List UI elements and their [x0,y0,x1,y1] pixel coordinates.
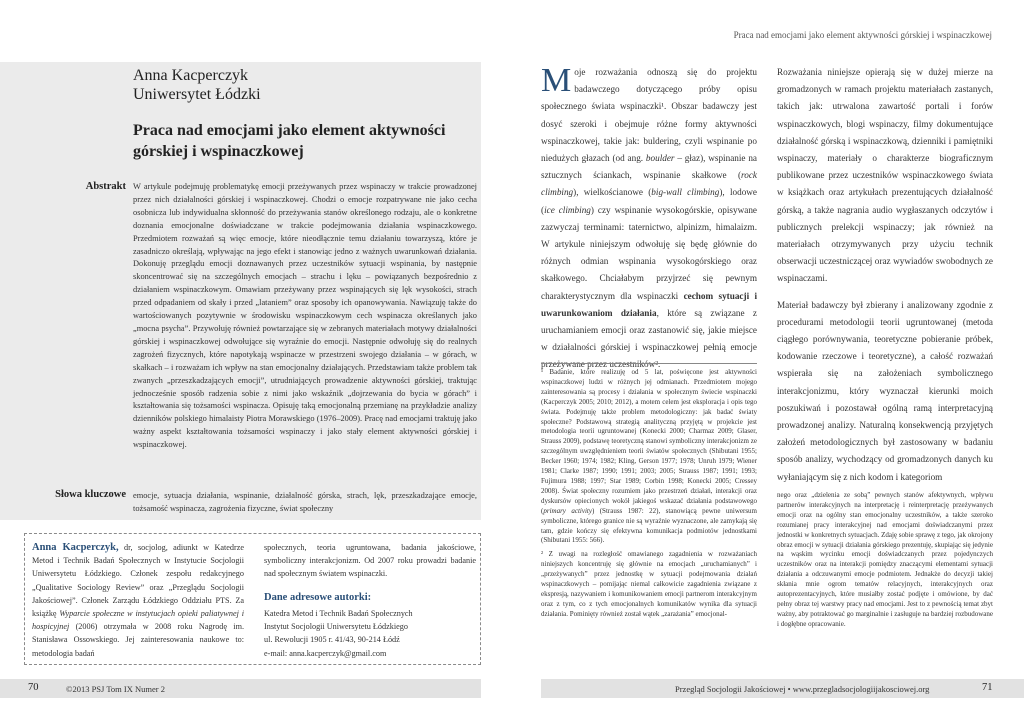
author-address [264,607,476,660]
address-line: Instytut Socjologii Uniwersytetu Łódzkiego [264,622,408,632]
body-italic: rock climbing [541,170,757,198]
footnote-2: ² Z uwagi na rozległość omawianego zagadnienia w rozważaniach niniejszych koncentruję się głównie na emocjach „uruchamianych” i „przeżywanych” przez jednostkę w sytuacji podejmowania działań wspinaczkowych – pomijając niemal całkowicie zagadnienia związane z ekspresją, nazywaniem i komunikowaniem emocji partnerom interakcyjnym oraz z tym, co z tych emocjonalnych komunikatów wynika dla sytuacji działania. Pominięty również został wątek „zarażania” emocjonal- [541,550,757,618]
address-email: e-mail: anna.kacperczyk@gmail.com [264,648,387,658]
address-line: Katedra Metod i Technik Badań Społecznych [264,609,413,618]
article-title: Praca nad emocjami jako element aktywności górskiej i wspinaczkowej [133,122,446,160]
footnotes [541,363,757,620]
body-text: ), lodowe ( [541,187,758,215]
bio-book-title: Wyparcie społeczne w instytucjach opieki paliatywnej i hospicyjnej [32,609,244,632]
abstract-text: W artykule podejmuję problematykę emocji przeżywanych przez wspinaczy w trakcie prowadzonej przez nich działalności górskiej i wspinaczkowej. Chodzi o emocje rozpatrywane nie jako cecha osobnicza lub indywidualna skłonność do przeżywania stanów określonego rodzaju, ale o konkretne doznania emocjonalne doświadczane w trakcie podejmowania działania wspinaczkowego. Przedmiotem rozważań są więc emocje, które nieodłącznie temu działaniu towarzyszą, które je zasadniczo określają, wpływając na jego efekt i stanowiąc jedno z ważnych uwarunkowań działania. Dokonuję przeglądu emocji doznawanych przez uczestników sytuacji wspinania, by następnie skoncentrować się na szczególnych emocjach – strachu i lęku – powiązanych bezpośrednio z działaniem wspinaczkowym. Omawiam przeżywany przez wspinających się lęk wysokości, strach przed odpadaniem od skały i przed „lataniem” oraz sposoby ich opanowywania. Nawiązuję także do wartościowanych pozytywnie w środowisku wspinaczkowym cech wspinacza określanych jako „mocna psycha”. Przywołuję również powtarzające się w zebranych materiałach motywy działalności górskiej i wspinaczkowej odwołujące się wyraźnie do emocji. Następnie odwołuję się do realnych zagrożeń fizycznych, które napotykają wspinacze w przestrzeni swojego działania – w górach, w skałkach – i rozważam ich wpływ na stan emocjonalny działających. Przedstawiam także problem tak zwanych „przeszkadzających emocji”, utrudniających prowadzenie aktywności górskiej, traktując jednocześnie sposób radzenia sobie z nimi jako wskaźnik „dojrzewania do bycia w górach” i kształtowania się tożsamości wspinacza. Opisuję taką emocjonalną przemianę na przykładzie analizy dzienników polskiego himalaisty Piotra Morawskiego (1976–2009). Pracę nad emocjami traktuję jako ważny aspekt kształtowania tożsamości wspinaczy i jako stały element aktywności górskiej i wspinaczkowej. [133,182,477,450]
journal-info-right: Przegląd Socjologii Jakościowej • www.przegladsocjologiijakosciowej.org [675,684,930,694]
address-line: ul. Rewolucji 1905 r. 41/43, 90-214 Łódź [264,635,400,645]
body-paragraph: Rozważania niniejsze opierają się w dużej mierze na gromadzonych w ramach projektu materiałach zastanych, takich jak: utrwalona zawartość portali i forów wspinaczkowych, blogi wspinaczy, filmy dokumentujące działalność górską i wspinaczkową, dzienniki i pamiętniki wspinaczy, materiały o charakterze biograficznym publikowane przez uczestników wspinaczkowego świata w książkach oraz artykułach prezentujących działalność górską, a także nagrania audio wygłaszanych odczytów i publicznych prelekcji wspinaczy; jak również na materiałach otrzymywanych przy użyciu technik obserwacji uczestniczącej oraz wywiadów swobodnych ze wspinaczami. [777,67,993,284]
body-column-1 [541,64,757,374]
footnote-continuation: nego oraz „dzielenia ze sobą” pewnych stanów afektywnych, wpływu partnerów interakcyjnych na interpretację i reinterpretację przeżywanych emocji oraz na ogólny stan emocjonalny uczestników, a także szeroko rozumianej pracy interakcyjnej nad emocjami doświadczanymi przez jednostki w konkretnych sytuacjach. Zdaję sobie sprawę z tego, jak okrojony obraz emocji w sytuacji działania górskiego prezentuję, skupiając się jedynie na wąskim wycinku emocji doświadczanych przez pojedynczych uczestników oraz na interakcji pomiędzy znaczącymi elementami sytuacji działania a odczuwanymi emocje podmiotem. Jednakże do decyzji takiej skłania mnie ogrom tematów relacyjnych, interakcyjnych oraz autoprezentacyjnych, które musiałby zostać podjęte i omówione, by dać pełny obraz tej warstwy pracy nad emocjami. Jest to z pewnością temat zbyt ważny, aby potraktować go marginalnie i zasługuje na bardziej rozbudowane i dogłębne opracowanie. [777,491,993,628]
body-text: , które są związane z uruchamianiem emocji oraz zastanowić się, jakie miejsce w działalności górskiej i wspinaczkowej pełnią emocje przeżywane przez uczestników². [541,307,758,370]
author-name: Anna Kacperczyk [133,67,249,84]
dropcap: M [541,62,572,99]
body-text: ), wielkościanowe ( [573,187,652,198]
bio-text: dr, socjolog, adiunkt w Katedrze Metod i Technik Badań Społecznych w Instytucie Socjologii Uniwersytetu Łódzkiego. Członek zespołu redakcyjnego „Qualitative Sociology Review” oraz „Przeglądu Socjologii Jakościowej”. Członek Zarządu Łódzkiego Oddziału PTS. Za książkę [32,543,244,619]
body-text: – głaz), wspinanie na sztucznych ściankach, wspinanie skałkowe ( [541,153,757,181]
address-heading: Dane adresowe autorki: [264,592,372,603]
author-university: Uniwersytet Łódzki [133,86,261,103]
page-number-right: 71 [982,682,993,693]
body-paragraph: Materiał badawczy był zbierany i analizowany zgodnie z procedurami metodologii teorii ugruntowanej (metoda ciągłego porównywania, teoretyczne pobieranie próbek, kodowanie rzeczowe i teoretyczne), a całość rozważań wspierała się na założeniach symbolicznego interakcjonizmu, który wyznaczał kierunki moich poszukiwań i pozostawał ogólną ramą interpretacyjną prowadzonej analizy. Naturalną konsekwencją przyjętych założeń metodologicznych był zastosowany w badaniu sposób analizy, wychodzący od gromadzonych danych ku wyłaniającym się z nich kodom i kategoriom [777,299,993,482]
footnote-text: ) (Strauss 1987: 22), stanowiącą pewne uniwersum symboliczne, którego granice nie są wyraźnie wyznaczone, ale zamykają się tam, gdzie kończy się efektywna komunikacja podmiotów jednostkami (Shibutani 1955: 566). [541,506,758,545]
body-italic: boulder [645,153,675,164]
footnote-text: ¹ Badanie, które realizuję od 5 lat, poświęcone jest aktywności wspinaczkowej ludzi w różnych jej odmianach. Przedmiotem mojego zainteresowania są procesy i działania w społecznym świecie wspinaczki (Kacperczyk 2005; 2010; 2012), a motem celem jest eksploracja i opis tego świata. Podejmuję także problem metodologiczny: jak badać światy społeczne? Podstawową strategią analityczną przyjętą w projekcie jest metodologia teorii ugruntowanej (Konecki 2000; Charmaz 2009; Glaser, Strauss 2009), podstawę teoretyczną stanowi symboliczny interakcjonizm ze szczególnym uwzględnieniem teorii światów społecznych (Shibutani 1955; Becker 1960; 1974; 1982; Kling, Gerson 1977; 1978; Unruh 1979; Wiener 1981; Clarke 1987; 1990; 1991; 2003; 2005; Strauss 1987; 1991; 1993; Fujimura 1988; 1997; Star 1989; Corbin 1998; Konecki 2005; Cressey 2008). Świat społeczny rozumiem jako przestrzeń działań, interakcji oraz dyskursów opiecionych wokół jakiegoś wskazać działania podstawowego ( [541,368,757,515]
running-head: Praca nad emocjami jako element aktywności górskiej i wspinaczkowej [733,30,992,40]
body-italic: big-wall climbing [651,187,720,198]
keywords-label: Słowa kluczowe [55,489,126,500]
footnote-italic: primary activity [543,506,592,515]
body-bold: cechom sytuacji i uwarunkowaniom działania [541,290,758,318]
body-text: ) czy wspinanie wysokogórskie, opisywane zazwyczaj terminami: taternictwo, alpinizm, himalaizm. W artykule niniejszym odwołuję się będę głównie do różnych odmian wspinania wysokogórskiego oraz skałkowego. Chciałabym przyjrzeć się pewnym charakterystycznym dla wspinaczki [541,204,757,301]
author-bio-continuation: społecznych, teoria ugruntowana, badania jakościowe, symboliczny interakcjonizm. Od 2007 roku prowadzi badanie nad społecznym światem wspinaczki. [264,543,476,579]
page-number-left: 70 [28,682,39,693]
abstract-label: Abstrakt [85,181,126,192]
body-text: oje rozważania odnoszą się do projektu badawczego dotyczącego próby opisu społecznego świata wspinaczki¹. Obszar badawczy jest dosyć szeroki i obejmuje różne formy aktywności wspinaczkowej, takie jak: buldering, czyli wspinanie po niedużych głazach (od ang. [541,67,757,164]
bio-author-name: Anna Kacperczyk, [32,542,119,553]
body-column-2 [777,64,993,486]
keywords-text: emocje, sytuacja działania, wspinanie, działalność górska, strach, lęk, przeszkadzające emocje, tożsamość wspinacza, zagrożenia fizyczne, świat społeczny [133,491,477,513]
body-italic: ice climbing [544,204,591,215]
journal-info-left: ©2013 PSJ Tom IX Numer 2 [66,684,165,694]
footnote-1 [541,368,757,546]
bio-text-end: (2006) otrzymała w 2008 roku Nagrodę im. Stanisława Ossowskiego. Jej zainteresowania naukowe to: metodologia badań [32,622,244,658]
author-bio [32,541,244,660]
